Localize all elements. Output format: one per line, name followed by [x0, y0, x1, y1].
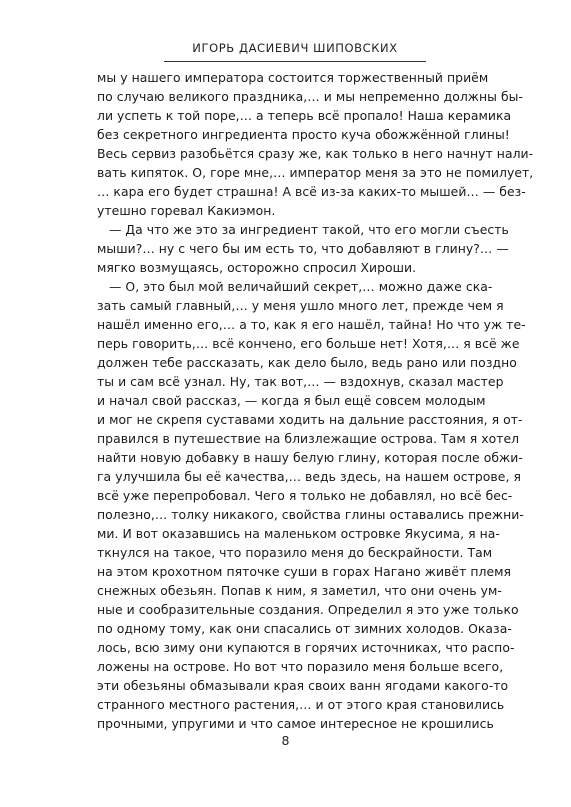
text-line: … кара его будет страшна! А всё из-за каких-то мышей… — без-	[97, 184, 526, 199]
text-line: Весь сервиз разобьётся сразу же, как только в него начнут нали-	[97, 146, 534, 161]
text-line: нашёл именно его,… а то, как я его нашёл, тайна! Но что уж те-	[97, 317, 526, 332]
text-line: всё уже перепробовал. Чего я только не добавлял, но всё бес-	[97, 488, 513, 503]
text-line: вать кипяток. О, горе мне,… император меня за это не помилует,	[97, 165, 534, 180]
text-line: на этом крохотном пяточке суши в горах Нагано живёт племя	[97, 564, 512, 579]
body-text	[97, 68, 534, 733]
text-line: без секретного ингредиента просто куча обожжённой глины!	[97, 127, 510, 142]
text-line: ложены на острове. Но вот что поразило меня больше всего,	[97, 659, 504, 674]
text-line: и мог не скрепя суставами ходить на дальние расстояния, я от-	[97, 412, 523, 427]
text-line: правился в путешествие на близлежащие острова. Там я хотел	[97, 431, 520, 446]
text-line: по одному тому, как они спасались от зимних холодов. Оказа-	[97, 621, 512, 636]
text-line: эти обезьяны обмазывали края своих ванн ягодами какого-то	[97, 678, 509, 693]
text-line: зать самый главный,… у меня ушло много лет, прежде чем я	[97, 298, 504, 313]
text-line: снежных обезьян. Попав к ним, я заметил, что они очень ум-	[97, 583, 502, 598]
text-line: найти новую добавку в нашу белую глину, которая после обжи-	[97, 450, 523, 465]
text-line: — Да что же это за ингредиент такой, что его могли съесть	[109, 222, 509, 237]
text-line: мягко возмущаясь, осторожно спросил Хироши.	[97, 260, 417, 275]
text-line: — О, это был мой величайший секрет,… можно даже ска-	[109, 279, 493, 294]
text-line: ты и сам всё узнал. Ну, так вот,… — вздохнув, сказал мастер	[97, 374, 504, 389]
text-line: га улучшила бы её качества,… ведь здесь, на нашем острове, я	[97, 469, 521, 484]
text-line: мы у нашего императора состоится торжественный приём	[97, 70, 489, 85]
text-line: лось, всю зиму они купаются в горячих источниках, что распо-	[97, 640, 515, 655]
text-line: полезно,… толку никакого, свойства глины оставались прежни-	[97, 507, 524, 522]
text-line: по случаю великого праздника,… и мы непременно должны бы-	[97, 89, 524, 104]
text-line: перь говорить,… всё кончено, его больше нет! Хотя,… я всё же	[97, 336, 520, 351]
text-line: ми. И вот оказавшись на маленьком островке Якусима, я на-	[97, 526, 500, 541]
text-line: утешно горевал Какиэмон.	[97, 203, 276, 218]
header-rule	[164, 61, 426, 62]
text-line: мыши?… ну с чего бы им есть то, что добавляют в глину?… —	[97, 241, 509, 256]
text-line: ли успеть к той поре,… а теперь всё пропало! Наша керамика	[97, 108, 512, 123]
running-head-author: ИГОРЬ ДАСИЕВИЧ ШИПОВСКИХ	[192, 41, 398, 55]
text-line: прочными, упругими и что самое интересное не крошились	[97, 716, 494, 731]
page-number: 8	[281, 733, 290, 748]
text-line: должен тебе рассказать, как дело было, ведь рано или поздно	[97, 355, 517, 370]
text-line: странного местного растения,… и от этого края становились	[97, 697, 505, 712]
text-line: ные и сообразительные создания. Определил я это уже только	[97, 602, 519, 617]
text-line: ткнулся на такое, что поразило меня до бескрайности. Там	[97, 545, 493, 560]
text-line: и начал свой рассказ, — когда я был ещё совсем молодым	[97, 393, 486, 408]
